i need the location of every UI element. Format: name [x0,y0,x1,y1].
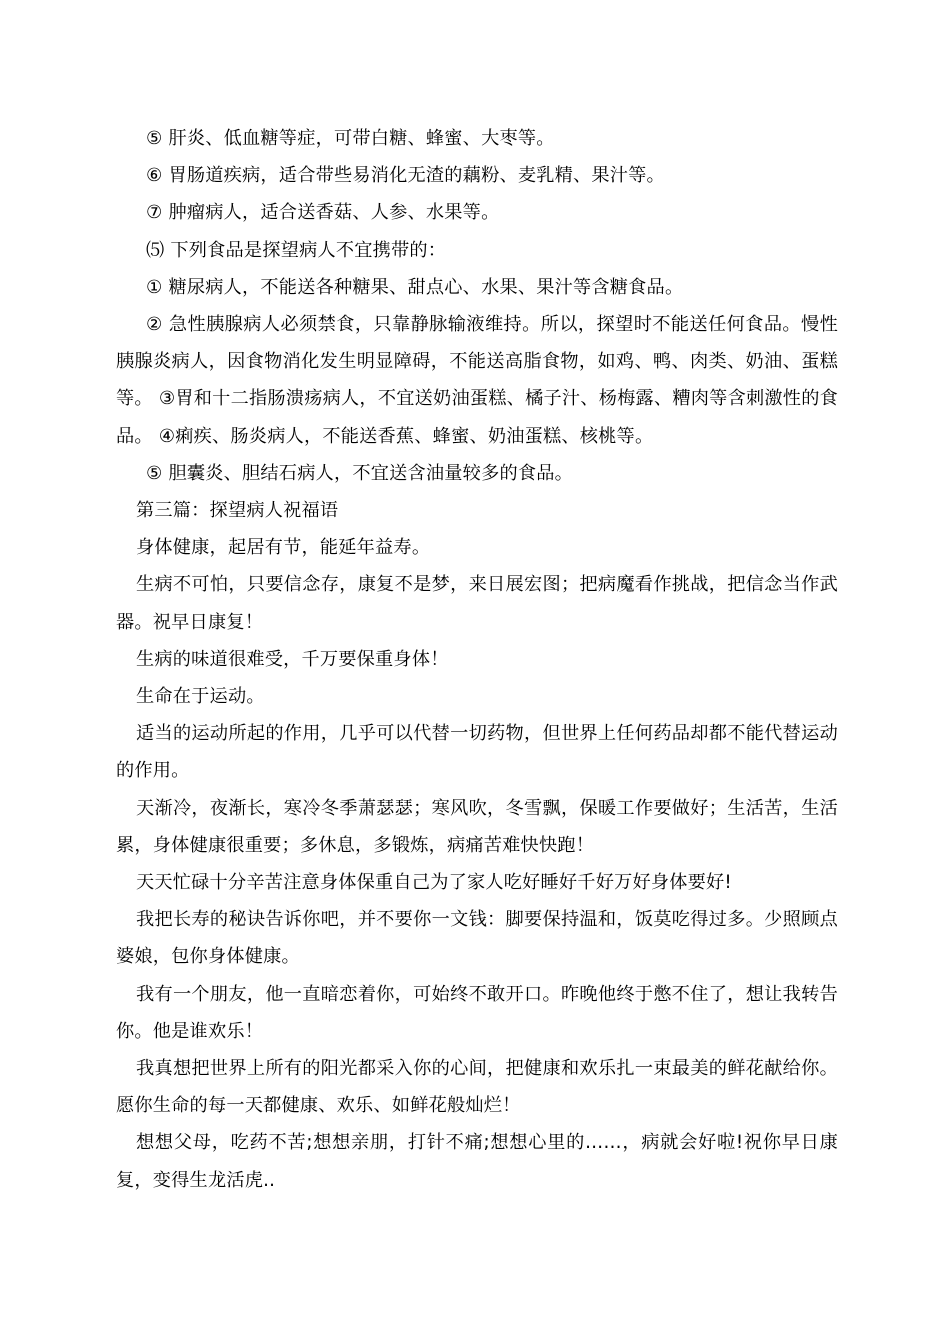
paragraph: 生病的味道很难受，千万要保重身体！ [136,648,449,670]
paragraph: ⑥ 胃肠道疾病，适合带些易消化无渣的藕粉、麦乳精、果汁等。 [146,165,665,187]
paragraph: ⑸ 下列食品是探望病人不宜携带的： [146,239,447,261]
paragraph: 天天忙碌十分辛苦注意身体保重自己为了家人吃好睡好千好万好身体要好! [136,872,732,894]
paragraph: 生命在于运动。 [136,686,265,708]
paragraph: 想想父母，吃药不苦;想想亲朋，打针不痛;想想心里的……，病就会好啦!祝你早日康复，变得生龙活虎.. [116,1132,838,1191]
paragraph: ① 糖尿病人，不能送各种糖果、甜点心、水果、果汁等含糖食品。 [146,276,684,298]
paragraph: ② 急性胰腺病人必须禁食，只靠静脉输液维持。所以，探望时不能送任何食品。慢性胰腺炎病人，因食物消化发生明显障碍，不能送高脂食物，如鸡、鸭、肉类、奶油、蛋糕等。 ③胃和十二指肠溃疡病人，不宜送奶油蛋糕、橘子汁、杨梅露、糟肉等含刺激性的食品。 ④痢疾、肠炎病人，不能送香蕉、蜂蜜、奶油蛋糕、核桃等。 [116,314,838,447]
paragraph: 身体健康，起居有节，能延年益寿。 [136,537,431,559]
section-heading: 第三篇：探望病人祝福语 [136,500,339,522]
paragraph: ⑤ 胆囊炎、胆结石病人，不宜送含油量较多的食品。 [146,462,574,484]
paragraph: ⑤ 肝炎、低血糖等症，可带白糖、蜂蜜、大枣等。 [146,128,555,149]
paragraph: ⑦ 肿瘤病人，适合送香菇、人参、水果等。 [146,202,500,224]
document-page [116,120,838,1199]
paragraph: 我真想把世界上所有的阳光都采入你的心间，把健康和欢乐扎一束最美的鲜花献给你。愿你生命的每一天都健康、欢乐、如鲜花般灿烂！ [116,1058,838,1117]
paragraph: 我有一个朋友，他一直暗恋着你，可始终不敢开口。昨晚他终于憋不住了，想让我转告你。他是谁欢乐！ [116,983,838,1042]
paragraph: 生病不可怕，只要信念存，康复不是梦，来日展宏图；把病魔看作挑战，把信念当作武器。祝早日康复！ [116,574,838,633]
paragraph: 适当的运动所起的作用，几乎可以代替一切药物，但世界上任何药品却都不能代替运动的作用。 [116,723,838,782]
paragraph: 我把长寿的秘诀告诉你吧，并不要你一文钱：脚要保持温和，饭莫吃得过多。少照顾点婆娘，包你身体健康。 [116,909,838,968]
paragraph: 天渐冷，夜渐长，寒冷冬季萧瑟瑟；寒风吹，冬雪飘，保暖工作要做好；生活苦，生活累，身体健康很重要；多休息，多锻炼，病痛苦难快快跑！ [116,797,838,856]
